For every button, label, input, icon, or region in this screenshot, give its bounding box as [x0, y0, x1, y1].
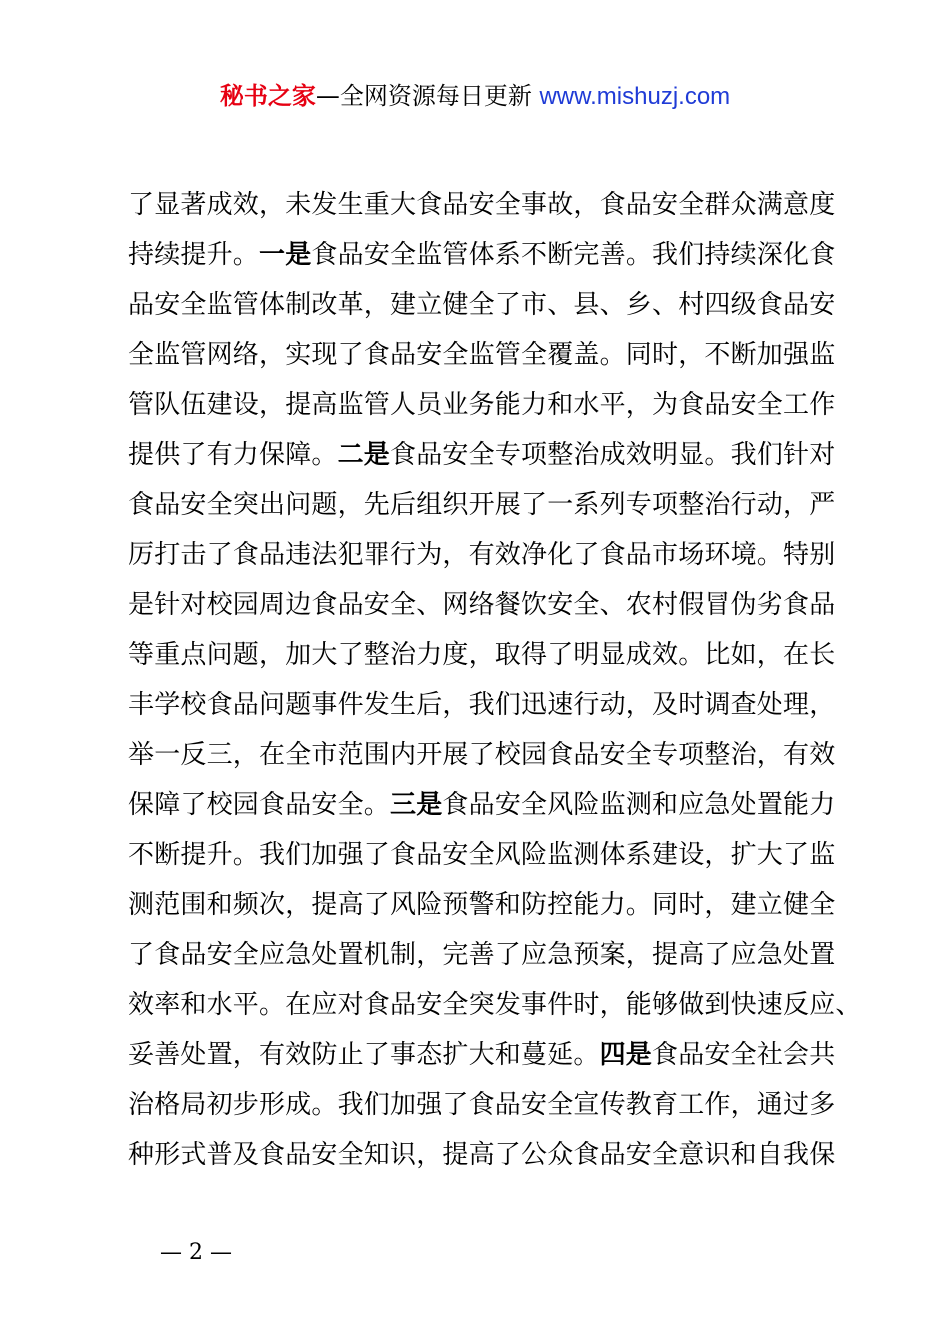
bold-keyword: 一是 — [259, 240, 312, 270]
text-segment: 是针对校园周边食品安全、网络餐饮安全、农村假冒伪劣食品 — [128, 590, 836, 620]
text-line — [128, 830, 838, 880]
text-line — [128, 530, 838, 580]
text-segment: 丰学校食品问题事件发生后，我们迅速行动，及时调查处理， — [128, 690, 836, 720]
text-segment: 食品安全监管体系不断完善。我们持续深化食 — [311, 240, 836, 270]
text-segment: 等重点问题，加大了整治力度，取得了明显成效。比如，在长 — [128, 640, 836, 670]
text-line — [128, 630, 838, 680]
text-line — [128, 1030, 838, 1080]
text-segment: 不断提升。我们加强了食品安全风险监测体系建设，扩大了监 — [128, 840, 836, 870]
text-line — [128, 730, 838, 780]
text-line — [128, 180, 838, 230]
text-segment: 治格局初步形成。我们加强了食品安全宣传教育工作，通过多 — [128, 1090, 836, 1120]
text-segment: 厉打击了食品违法犯罪行为，有效净化了食品市场环境。特别 — [128, 540, 836, 570]
text-segment: 举一反三，在全市范围内开展了校园食品安全专项整治，有效 — [128, 740, 836, 770]
text-line — [128, 230, 838, 280]
text-segment: 食品安全专项整治成效明显。我们针对 — [390, 440, 836, 470]
text-line — [128, 780, 838, 830]
bold-keyword: 三是 — [390, 790, 443, 820]
page-number: — 2 — — [160, 1240, 232, 1265]
text-line — [128, 380, 838, 430]
text-segment: 种形式普及食品安全知识，提高了公众食品安全意识和自我保 — [128, 1140, 836, 1170]
site-header — [0, 78, 950, 115]
text-segment: 测范围和频次，提高了风险预警和防控能力。同时，建立健全 — [128, 890, 836, 920]
text-segment: 保障了校园食品安全。 — [128, 790, 391, 820]
text-segment: 食品安全社会共 — [652, 1040, 836, 1070]
header-slogan: —全网资源每日更新 — [315, 82, 540, 110]
text-segment: 食品安全风险监测和应急处置能力 — [442, 790, 836, 820]
site-url-link[interactable]: www.mishuzj.com — [539, 83, 731, 110]
text-segment: 食品安全突出问题，先后组织开展了一系列专项整治行动，严 — [128, 490, 836, 520]
text-line — [128, 680, 838, 730]
text-segment: 品安全监管体制改革，建立健全了市、县、乡、村四级食品安 — [128, 290, 836, 320]
text-segment: 了显著成效，未发生重大食品安全事故，食品安全群众满意度 — [128, 190, 836, 220]
text-line — [128, 480, 838, 530]
document-body — [128, 180, 862, 1180]
text-line — [128, 980, 862, 1030]
text-line — [128, 430, 838, 480]
text-segment: 效率和水平。在应对食品安全突发事件时，能够做到快速反应、 — [128, 990, 862, 1020]
text-segment: 妥善处置，有效防止了事态扩大和蔓延。 — [128, 1040, 600, 1070]
text-segment: 管队伍建设，提高监管人员业务能力和水平，为食品安全工作 — [128, 390, 836, 420]
bold-keyword: 二是 — [337, 440, 391, 470]
text-line — [128, 1080, 838, 1130]
text-line — [128, 580, 838, 630]
text-segment: 持续提升。 — [128, 240, 260, 270]
text-line — [128, 880, 838, 930]
text-segment: 提供了有力保障。 — [128, 440, 338, 470]
brand-name: 秘书之家 — [219, 82, 316, 110]
text-segment: 全监管网络，实现了食品安全监管全覆盖。同时，不断加强监 — [128, 340, 836, 370]
bold-keyword: 四是 — [599, 1040, 653, 1070]
text-line — [128, 330, 838, 380]
text-segment: 了食品安全应急处置机制，完善了应急预案，提高了应急处置 — [128, 940, 836, 970]
text-line — [128, 930, 838, 980]
text-line — [128, 1130, 838, 1180]
text-line — [128, 280, 838, 330]
